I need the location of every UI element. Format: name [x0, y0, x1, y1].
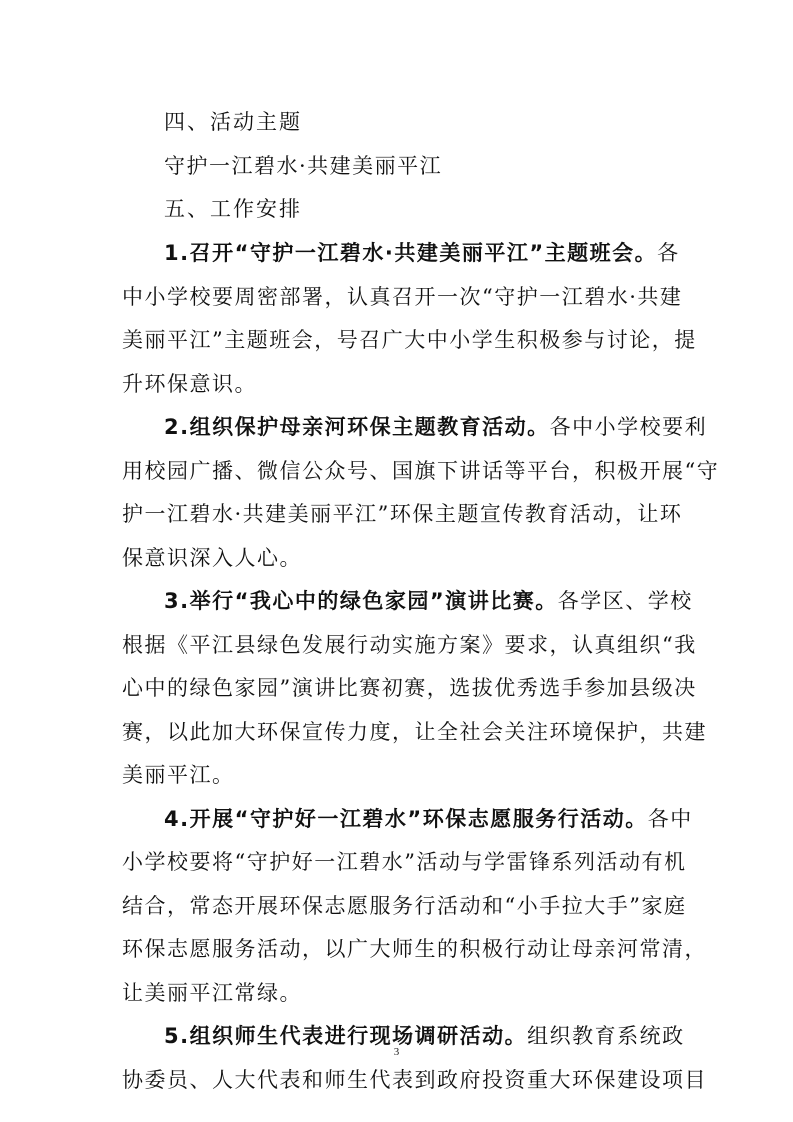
item-4-line: 让美丽平江常绿。 — [122, 981, 302, 1005]
section-4-heading: 四、活动主题 — [164, 110, 302, 134]
item-5-title: 5.组织师生代表进行现场调研活动。 — [164, 1024, 528, 1048]
item-3-first-line — [164, 587, 793, 615]
item-4-text: 各中 — [647, 807, 693, 831]
item-2-line: 保意识深入人心。 — [122, 546, 302, 570]
item-2-title: 2.组织保护母亲河环保主题教育活动。 — [164, 415, 550, 439]
item-4-first-line — [164, 805, 793, 833]
item-1-line: 升环保意识。 — [122, 372, 257, 396]
item-3-text: 各学区、学校 — [557, 589, 693, 613]
item-2-first-line — [164, 413, 793, 441]
item-4-title: 4.开展“守护好一江碧水”环保志愿服务行活动。 — [164, 807, 648, 831]
item-1-title: 1.召开“守护一江碧水·共建美丽平江”主题班会。 — [164, 241, 658, 265]
item-3-line: 美丽平江。 — [122, 763, 235, 787]
item-1-line: 中小学校要周密部署，认真召开一次“守护一江碧水·共建 — [122, 285, 683, 309]
item-4-line: 小学校要将“守护好一江碧水”活动与学雷锋系列活动有机 — [122, 850, 687, 874]
item-4-line: 结合，常态开展环保志愿服务行活动和“小手拉大手”家庭 — [122, 894, 687, 918]
item-3-line: 根据《平江县绿色发展行动实施方案》要求，认真组织“我 — [122, 633, 697, 657]
section-5-heading: 五、工作安排 — [164, 197, 302, 221]
item-1-line: 美丽平江”主题班会，号召广大中小学生积极参与讨论，提 — [122, 328, 697, 352]
item-1-first-line — [164, 239, 793, 267]
item-2-line: 护一江碧水·共建美丽平江”环保主题宣传教育活动，让环 — [122, 502, 683, 526]
item-3-line: 心中的绿色家园”演讲比赛初赛，选拔优秀选手参加县级决 — [122, 676, 697, 700]
page-number: 3 — [393, 1046, 400, 1058]
item-1-text: 各 — [657, 241, 680, 265]
item-5-text: 组织教育系统政 — [527, 1024, 685, 1048]
item-2-line: 用校园广播、微信公众号、国旗下讲话等平台，积极开展“守 — [122, 459, 720, 483]
item-5-line: 协委员、人大代表和师生代表到政府投资重大环保建设项目 — [122, 1068, 707, 1092]
section-4-theme: 守护一江碧水·共建美丽平江 — [164, 154, 443, 178]
item-3-title: 3.举行“我心中的绿色家园”演讲比赛。 — [164, 589, 558, 613]
item-4-line: 环保志愿服务活动，以广大师生的积极行动让母亲河常清， — [122, 937, 707, 961]
item-3-line: 赛，以此加大环保宣传力度，让全社会关注环境保护，共建 — [122, 720, 707, 744]
item-2-text: 各中小学校要利 — [549, 415, 708, 439]
